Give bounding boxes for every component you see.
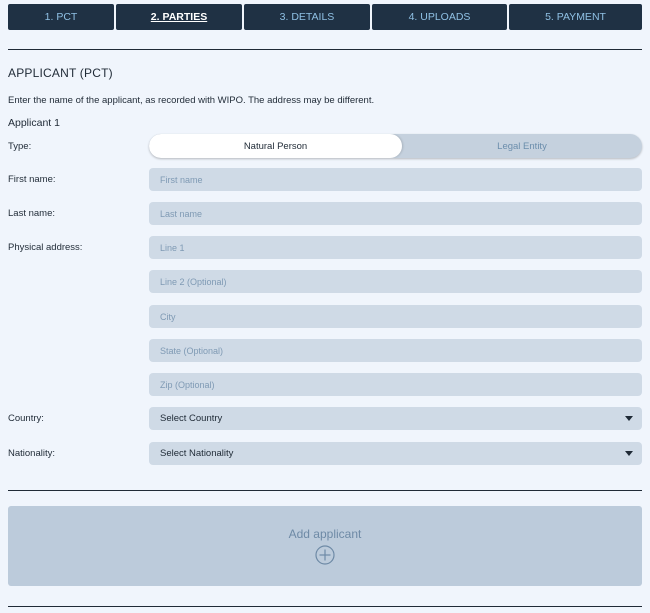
physical-address-label: Physical address: — [8, 242, 83, 253]
nationality-select[interactable] — [149, 442, 642, 465]
zip-input[interactable] — [149, 373, 642, 396]
nationality-label: Nationality: — [8, 448, 55, 459]
applicant-heading: Applicant 1 — [8, 117, 60, 129]
chevron-down-icon — [625, 451, 633, 456]
add-applicant-label: Add applicant — [288, 527, 362, 541]
last-name-label: Last name: — [8, 208, 55, 219]
country-select[interactable] — [149, 407, 642, 430]
first-name-input[interactable] — [149, 168, 642, 191]
tab-details[interactable]: 3. DETAILS — [244, 4, 370, 30]
first-name-label: First name: — [8, 174, 56, 185]
country-select-value: Select Country — [160, 413, 223, 424]
tab-uploads[interactable]: 4. UPLOADS — [372, 4, 507, 30]
type-label: Type: — [8, 141, 32, 152]
divider-middle — [8, 490, 642, 491]
intro-text: Enter the name of the applicant, as recorded with WIPO. The address may be different. — [8, 95, 375, 106]
chevron-down-icon — [625, 416, 633, 421]
type-toggle — [149, 134, 642, 158]
natural-person-option[interactable]: Natural Person — [149, 134, 402, 158]
state-input[interactable] — [149, 339, 642, 362]
nationality-select-value: Select Nationality — [160, 448, 234, 459]
divider-top — [8, 49, 642, 50]
step-tabs — [8, 4, 642, 30]
country-label: Country: — [8, 413, 44, 424]
add-applicant-button[interactable] — [8, 506, 642, 586]
city-input[interactable] — [149, 305, 642, 328]
last-name-input[interactable] — [149, 202, 642, 225]
tab-parties[interactable]: 2. PARTIES — [116, 4, 242, 30]
plus-circle-icon — [315, 545, 335, 565]
tab-pct[interactable]: 1. PCT — [8, 4, 114, 30]
legal-entity-option[interactable]: Legal Entity — [497, 140, 547, 152]
section-title: APPLICANT (PCT) — [8, 66, 113, 80]
tab-payment[interactable]: 5. PAYMENT — [509, 4, 642, 30]
divider-bottom — [8, 606, 642, 607]
address-line2-input[interactable] — [149, 270, 642, 293]
address-line1-input[interactable] — [149, 236, 642, 259]
